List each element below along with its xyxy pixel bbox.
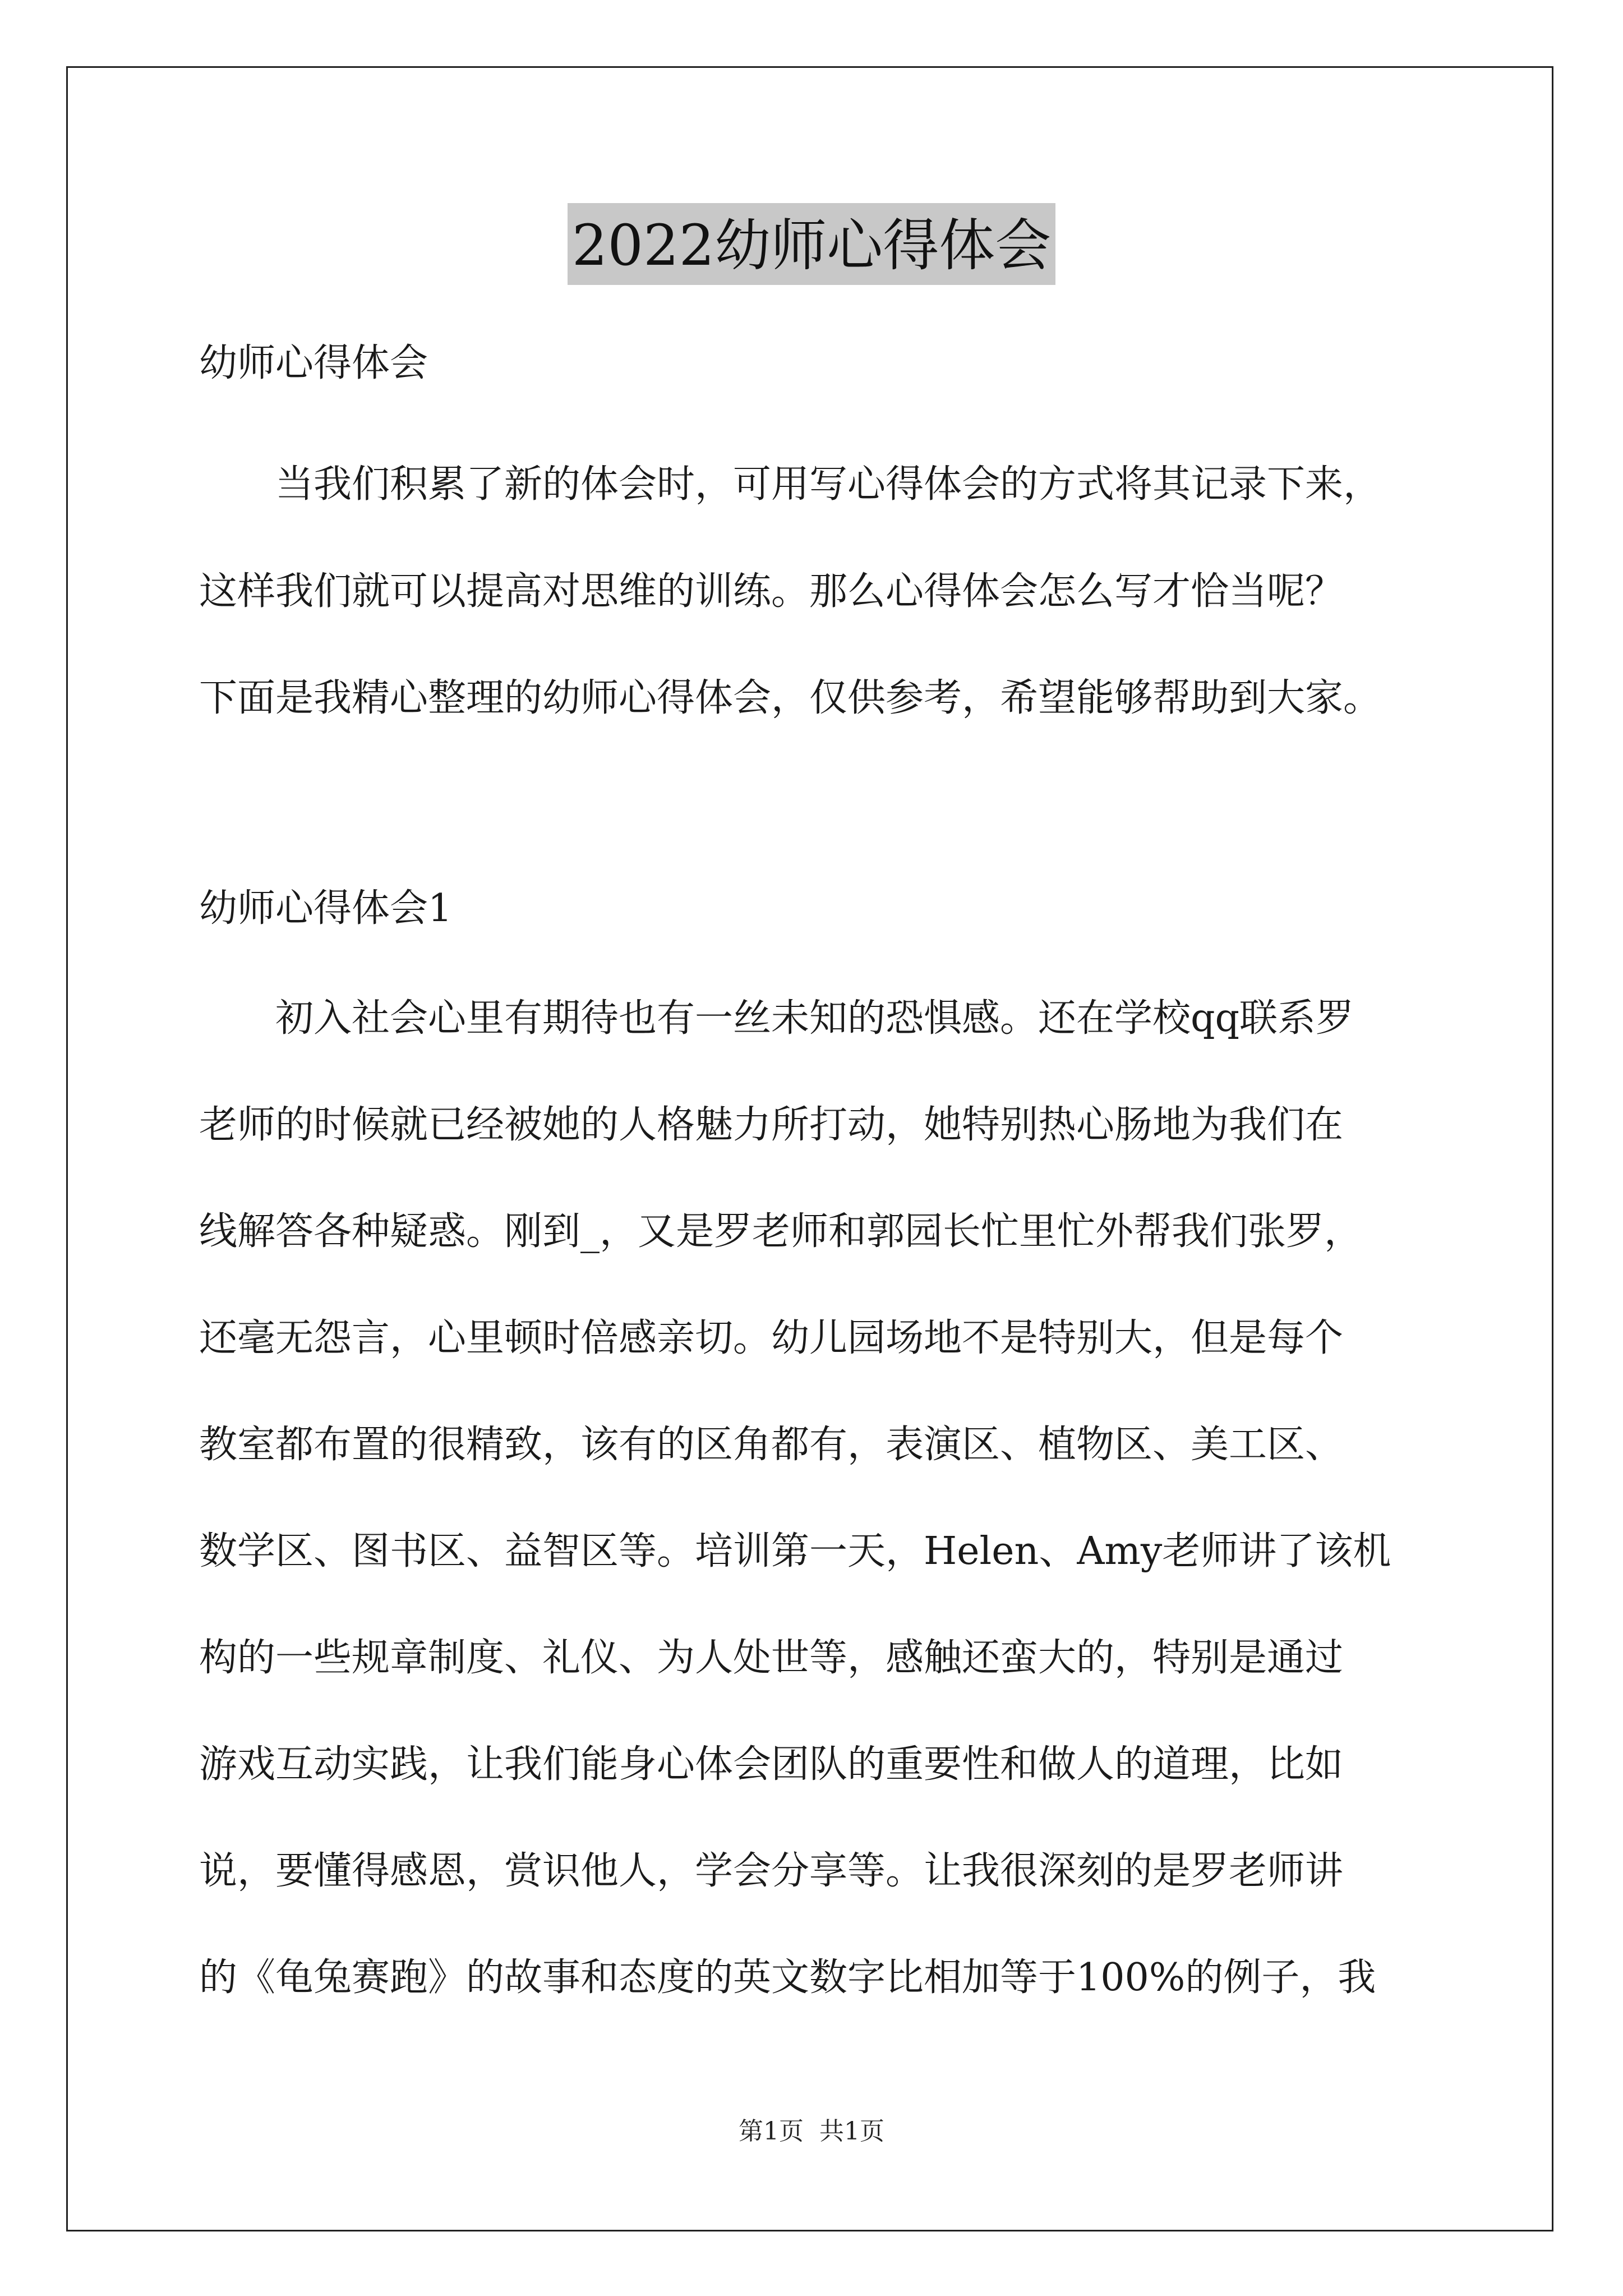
paragraph-line: 说，要懂得感恩，赏识他人，学会分享等。让我很深刻的是罗老师讲 — [199, 1849, 1344, 1893]
paragraph-line: 下面是我精心整理的幼师心得体会，仅供参考，希望能够帮助到大家。 — [199, 676, 1382, 720]
paragraph-line: 当我们积累了新的体会时，可用写心得体会的方式将其记录下来， — [199, 462, 1382, 507]
section-heading: 幼师心得体会1 — [199, 886, 453, 931]
paragraph-line: 构的一些规章制度、礼仪、为人处世等，感触还蛮大的，特别是通过 — [199, 1636, 1344, 1680]
paragraph-line: 这样我们就可以提高对思维的训练。那么心得体会怎么写才恰当呢？ — [199, 569, 1344, 614]
paragraph-line: 还毫无怨言，心里顿时倍感亲切。幼儿园场地不是特别大，但是每个 — [199, 1316, 1344, 1360]
title-block — [0, 203, 1623, 285]
page-footer — [0, 2115, 1623, 2148]
page-total: 共1页 — [819, 2117, 884, 2146]
document-title: 2022幼师心得体会 — [568, 203, 1056, 285]
paragraph-line: 数学区、图书区、益智区等。培训第一天，Helen、Amy老师讲了该机 — [199, 1529, 1391, 1573]
paragraph-line: 教室都布置的很精致，该有的区角都有，表演区、植物区、美工区、 — [199, 1423, 1344, 1467]
section-heading: 幼师心得体会 — [199, 341, 428, 385]
paragraph-line: 老师的时候就已经被她的人格魅力所打动，她特别热心肠地为我们在 — [199, 1103, 1344, 1147]
paragraph-line: 游戏互动实践，让我们能身心体会团队的重要性和做人的道理，比如 — [199, 1742, 1344, 1787]
paragraph-line: 线解答各种疑惑。刚到_，又是罗老师和郭园长忙里忙外帮我们张罗， — [199, 1209, 1363, 1254]
page-number: 第1页 — [739, 2117, 804, 2146]
paragraph-line: 的《龟兔赛跑》的故事和态度的英文数字比相加等于100%的例子，我 — [199, 1955, 1376, 2000]
paragraph-line: 初入社会心里有期待也有一丝未知的恐惧感。还在学校qq联系罗 — [199, 996, 1354, 1041]
